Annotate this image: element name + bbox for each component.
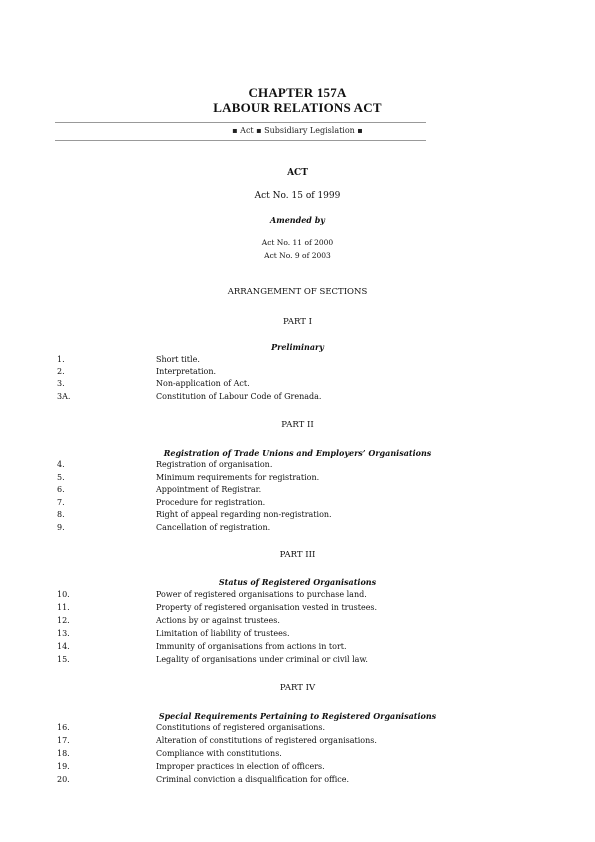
section-title: Registration of organisation.	[156, 460, 273, 469]
section-title: Improper practices in election of officers.	[156, 762, 325, 771]
section-number: 10.	[57, 590, 70, 599]
section-number: 2.	[57, 367, 65, 376]
section-title: Limitation of liability of trustees.	[156, 629, 290, 638]
section-title: Right of appeal regarding non-registration.	[156, 510, 332, 519]
section-title: Minimum requirements for registration.	[156, 473, 320, 482]
part-heading: PART II	[281, 420, 314, 430]
section-number: 3A.	[57, 392, 71, 401]
section-title: Compliance with constitutions.	[156, 749, 282, 758]
section-number: 1.	[57, 355, 65, 364]
act-number: Act No. 15 of 1999	[254, 191, 341, 201]
section-number: 12.	[57, 616, 70, 625]
part-heading: PART I	[282, 317, 313, 327]
part-heading: PART IV	[279, 683, 316, 693]
section-number: 8.	[57, 510, 65, 519]
act-heading: ACT	[287, 168, 308, 178]
arrangement-heading: ARRANGEMENT OF SECTIONS	[227, 287, 368, 297]
section-number: 19.	[57, 762, 70, 771]
section-number: 3.	[57, 379, 65, 388]
act-title: LABOUR RELATIONS ACT	[213, 100, 382, 115]
part-subheading: Registration of Trade Unions and Employers’ Organisations	[163, 448, 432, 458]
section-title: Interpretation.	[156, 367, 217, 376]
part-heading: PART III	[279, 550, 316, 560]
section-number: 6.	[57, 485, 65, 494]
section-title: Cancellation of registration.	[156, 523, 271, 532]
bullet-icon: ▪	[256, 126, 262, 135]
section-title: Appointment of Registrar.	[156, 485, 262, 494]
section-number: 18.	[57, 749, 70, 758]
legislation-nav	[0, 126, 595, 135]
section-title: Legality of organisations under criminal or civil law.	[156, 655, 368, 664]
section-title: Property of registered organisation vested in trustees.	[156, 603, 378, 612]
amended-by-heading: Amended by	[270, 215, 325, 225]
bullet-icon: ▪	[232, 126, 238, 135]
section-title: Constitutions of registered organisations.	[156, 723, 326, 732]
section-title: Non-application of Act.	[156, 379, 250, 388]
section-title: Short title.	[156, 355, 200, 364]
chapter-heading: CHAPTER 157A	[248, 85, 347, 100]
section-title: Procedure for registration.	[156, 498, 266, 507]
nav-link-act[interactable]: Act	[240, 126, 254, 135]
part-subheading: Preliminary	[271, 342, 324, 352]
bottom-divider	[55, 140, 426, 141]
section-title: Immunity of organisations from actions in tort.	[156, 642, 347, 651]
top-divider	[55, 122, 426, 123]
section-title: Constitution of Labour Code of Grenada.	[156, 392, 322, 401]
section-number: 16.	[57, 723, 70, 732]
section-number: 14.	[57, 642, 70, 651]
section-number: 17.	[57, 736, 70, 745]
part-subheading: Status of Registered Organisations	[218, 577, 377, 587]
section-number: 11.	[57, 603, 70, 612]
section-title: Criminal conviction a disqualification for office.	[156, 775, 350, 784]
bullet-icon: ▪	[357, 126, 363, 135]
section-number: 20.	[57, 775, 70, 784]
section-number: 9.	[57, 523, 65, 532]
section-title: Alteration of constitutions of registered organisations.	[156, 736, 377, 745]
section-number: 7.	[57, 498, 65, 507]
section-number: 4.	[57, 460, 65, 469]
section-number: 5.	[57, 473, 65, 482]
section-number: 15.	[57, 655, 70, 664]
section-title: Actions by or against trustees.	[156, 616, 280, 625]
section-number: 13.	[57, 629, 70, 638]
section-title: Power of registered organisations to purchase land.	[156, 590, 367, 599]
amendment-item: Act No. 11 of 2000	[261, 238, 334, 247]
part-subheading: Special Requirements Pertaining to Registered Organisations	[158, 711, 437, 721]
nav-link-subsidiary-legislation[interactable]: Subsidiary Legislation	[264, 126, 355, 135]
amendment-item: Act No. 9 of 2003	[264, 251, 331, 260]
